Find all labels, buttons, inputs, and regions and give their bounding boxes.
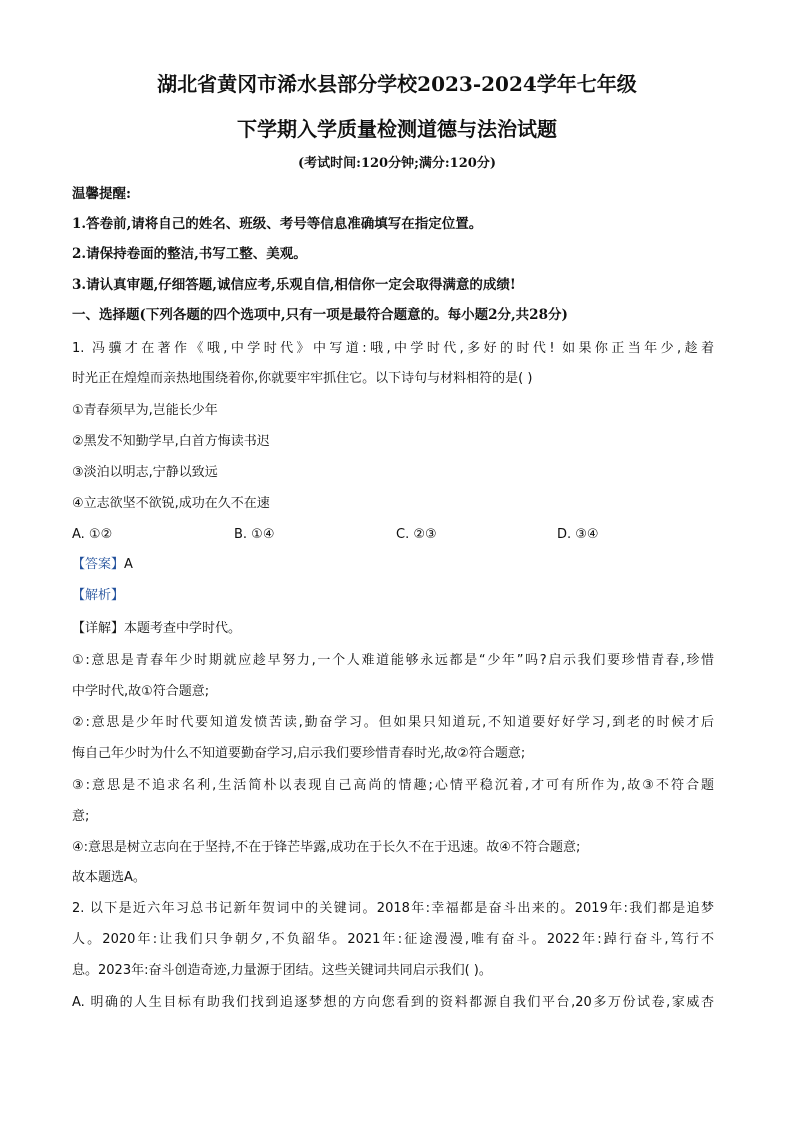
q1-explain-3-line2: 意; — [72, 809, 90, 824]
q1-explain-4: ④:意思是树立志向在于坚持,不在于锋芒毕露,成功在于长久不在于迅速。故④不符合题意; — [72, 840, 581, 855]
q2-stem-line3: 息。2023年:奋斗创造奇迹,力量源于团结。这些关键词共同启示我们( )。 — [72, 963, 492, 978]
q2-stem-line1: 2. 以下是近六年习总书记新年贺词中的关键词。2018年:幸福都是奋斗出来的。2019年:我们都是追梦 — [72, 901, 714, 916]
q1-answer-row — [72, 556, 133, 574]
q1-explain-1-line2: 中学时代,故①符合题意; — [72, 684, 210, 699]
q1-explain-2-line2: 悔自己年少时为什么不知道要勤奋学习,启示我们要珍惜青春时光,故②符合题意; — [72, 746, 526, 761]
q1-option-a: A. ①② — [72, 527, 113, 542]
q1-stem-line2: 时光正在煌煌而亲热地围绕着你,你就要牢牢抓住它。以下诗句与材料相符的是( ) — [72, 371, 533, 386]
answer-value: A — [124, 557, 133, 572]
q1-stem-line1: 1. 冯骥才在著作《哦,中学时代》中写道:哦,中学时代,多好的时代! 如果你正当年少,趁着 — [72, 341, 714, 356]
exam-title-line2: 下学期入学质量检测道德与法治试题 — [237, 117, 557, 141]
q1-conclusion: 故本题选A。 — [72, 870, 146, 885]
q1-explain-3-line1: ③:意思是不追求名利,生活简朴以表现自己高尚的情趣;心情平稳沉着,才可有所作为,故③不符合题 — [72, 778, 714, 793]
q1-statement-1: ①青春须早为,岂能长少年 — [72, 403, 218, 418]
q1-statement-4: ④立志欲坚不欲锐,成功在久不在速 — [72, 496, 270, 511]
q1-explain-2-line1: ②:意思是少年时代要知道发愤苦读,勤奋学习。但如果只知道玩,不知道要好好学习,到老的时候才后 — [72, 715, 714, 730]
q1-option-d: D. ③④ — [557, 527, 599, 542]
notice-item-3: 3.请认真审题,仔细答题,诚信应考,乐观自信,相信你一定会取得满意的成绩! — [72, 277, 516, 293]
q1-option-c: C. ②③ — [396, 527, 437, 542]
q2-stem-line2: 人。2020年:让我们只争朝夕,不负韶华。2021年:征途漫漫,唯有奋斗。2022年:踔行奋斗,笃行不 — [72, 932, 714, 947]
notice-item-1: 1.答卷前,请将自己的姓名、班级、考号等信息准确填写在指定位置。 — [72, 216, 483, 232]
answer-label: 【答案】 — [72, 557, 125, 572]
section1-heading: 一、选择题(下列各题的四个选项中,只有一项是最符合题意的。每小题2分,共28分) — [72, 307, 568, 323]
exam-time-score: (考试时间:120分钟;满分:120分) — [298, 156, 496, 171]
notice-item-2: 2.请保持卷面的整洁,书写工整、美观。 — [72, 246, 307, 262]
exam-title-line1: 湖北省黄冈市浠水县部分学校2023-2024学年七年级 — [157, 72, 637, 96]
notice-heading: 温馨提醒: — [72, 186, 131, 202]
q2-option-a: A. 明确的人生目标有助我们找到追逐梦想的方向您看到的资料都源自我们平台,20多万份试卷,家威杏 — [72, 995, 714, 1010]
q1-explain-1-line1: ①:意思是青春年少时期就应趁早努力,一个人难道能够永远都是“少年”吗?启示我们要珍惜青春,珍惜 — [72, 653, 714, 668]
analysis-label: 【解析】 — [72, 588, 125, 603]
q1-option-b: B. ①④ — [234, 527, 275, 542]
q1-statement-3: ③淡泊以明志,宁静以致远 — [72, 465, 218, 480]
q1-statement-2: ②黑发不知勤学早,白首方悔读书迟 — [72, 434, 270, 449]
q1-detail: 【详解】本题考查中学时代。 — [72, 621, 242, 636]
